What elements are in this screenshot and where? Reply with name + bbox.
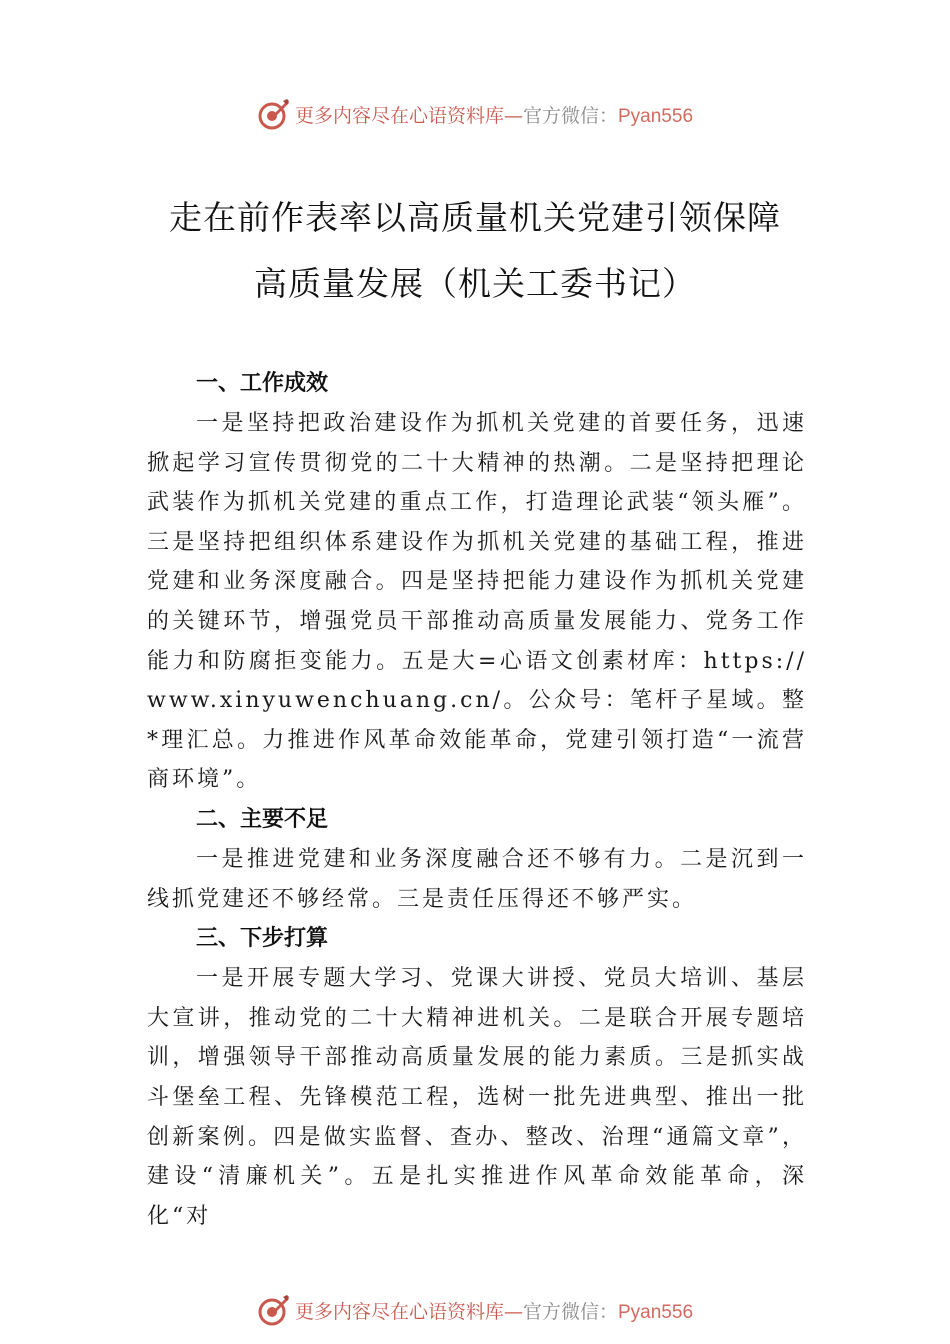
banner-text bbox=[295, 101, 693, 128]
banner-wechat-id: Pyan556 bbox=[618, 105, 694, 127]
banner-wechat-label: 官方微信： bbox=[522, 1300, 618, 1323]
header-banner bbox=[0, 94, 950, 134]
footer-banner bbox=[0, 1290, 950, 1330]
section-paragraph-shortcomings: 一是推进党建和业务深度融合还不够有力。二是沉到一线抓党建还不够经常。三是责任压得还不够严实。 bbox=[147, 846, 807, 912]
pen-logo-icon bbox=[257, 1293, 291, 1327]
section-heading-results: 一、工作成效 bbox=[196, 371, 329, 396]
section-heading-shortcomings: 二、主要不足 bbox=[196, 806, 329, 832]
section-paragraph-next-steps: 一是开展专题大学习、党课大讲授、党员大培训、基层大宣讲，推动党的二十大精神进机关。二是联合开展专题培训，增强领导干部推动高质量发展的能力素质。三是抓实战斗堡垒工程、先锋模范工程，选树一批先进典型、推出一批创新案例。四是做实监督、查办、整改、治理“通篇文章”，建设“清廉机关”。五是扎实推进作风革命效能革命，深化“对 bbox=[147, 966, 807, 1229]
banner-main-text: 更多内容尽在心语资料库 bbox=[294, 1300, 504, 1323]
pen-logo-icon bbox=[257, 97, 291, 131]
banner-text bbox=[295, 1297, 693, 1324]
section-heading-next-steps: 三、下步打算 bbox=[196, 926, 329, 952]
document-body bbox=[147, 364, 807, 1236]
document-title-line-1: 走在前作表率以高质量机关党建引领保障 bbox=[169, 198, 781, 237]
section-paragraph-results: 一是坚持把政治建设作为抓机关党建的首要任务，迅速掀起学习宣传贯彻党的二十大精神的热潮。二是坚持把理论武装作为抓机关党建的重点工作，打造理论武装“领头雁”。三是坚持把组织体系建设作为抓机关党建的基础工程，推进党建和业务深度融合。四是坚持把能力建设作为抓机关党建的关键环节，增强党员干部推动高质量发展能力、党务工作能力和防腐拒变能力。五是大=心语文创素材库：https://www.xinyuwenchuang.cn/。公众号：笔杆子星域。整*理汇总。力推进作风革命效能革命，党建引领打造“一流营商环境”。 bbox=[147, 411, 807, 793]
banner-main-text: 更多内容尽在心语资料库 bbox=[294, 104, 504, 127]
document-title-line-2: 高质量发展（机关工委书记） bbox=[254, 264, 696, 303]
banner-wechat-label: 官方微信： bbox=[522, 104, 618, 127]
banner-wechat-id: Pyan556 bbox=[618, 1301, 694, 1323]
banner-dash: — bbox=[503, 1300, 523, 1323]
banner-dash: — bbox=[503, 104, 523, 127]
